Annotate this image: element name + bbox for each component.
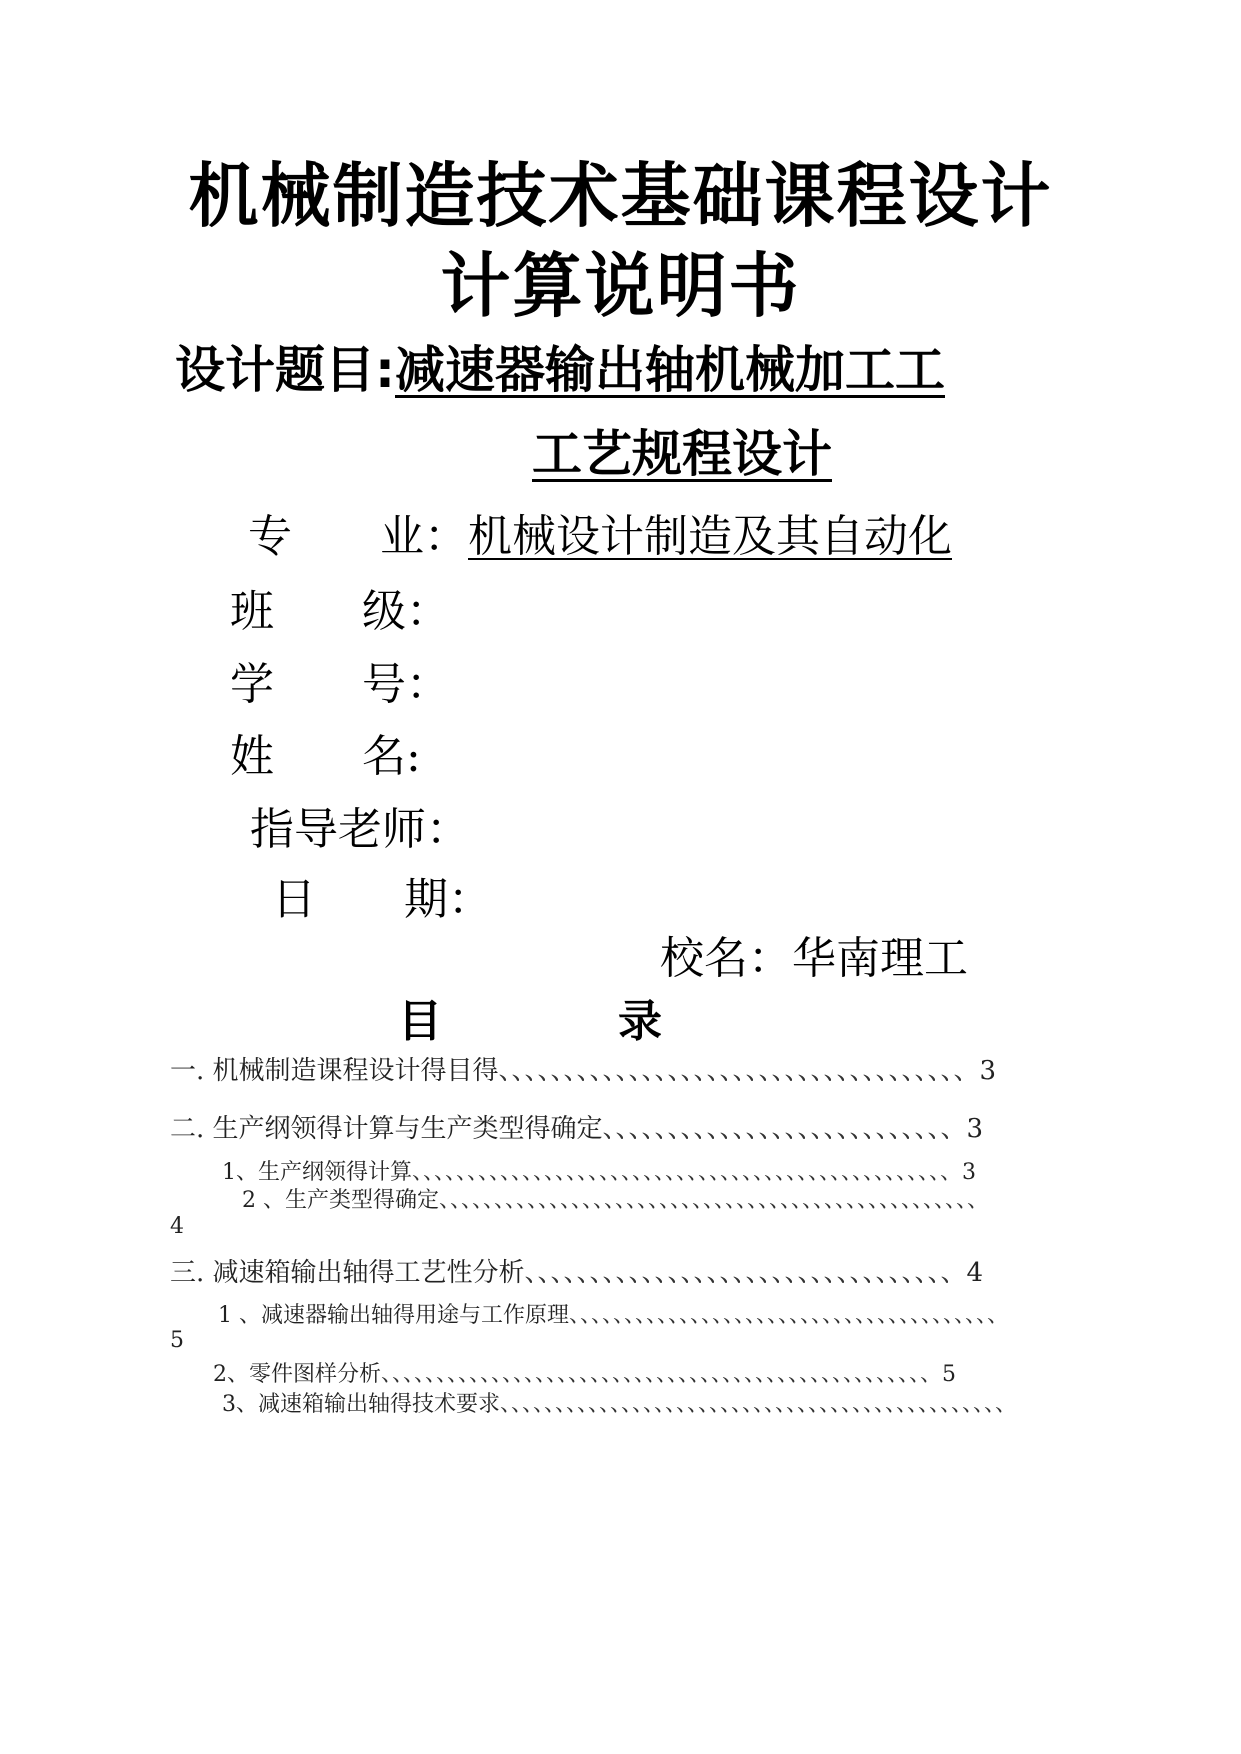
design-subject-value-line-2 xyxy=(532,414,832,486)
toc-item-page: 3 xyxy=(979,1056,997,1086)
toc-item-text: 3、减速箱输出轴得技术要求 xyxy=(222,1392,500,1417)
toc-item-text: 1 、减速器输出轴得用途与工作原理 xyxy=(218,1303,569,1328)
toc-item-page: 5 xyxy=(942,1362,957,1387)
major-value: 机械设计制造及其自动化 xyxy=(468,511,952,562)
toc-item-text: 1、生产纲领得计算 xyxy=(222,1160,412,1185)
toc-item-leader: 、、、、、、、、、、、、、、、、、、、、、、、、、、、、、、、、、、、、、、、、、、、、、、、、、、 xyxy=(381,1362,943,1387)
toc-item-text: 三. 减速箱输出轴得工艺性分析 xyxy=(170,1258,525,1288)
toc-item-page: 3 xyxy=(962,1160,977,1185)
toc-item-leader: 、、、、、、、、、、、、、、、、、、、、、、、、、、、 xyxy=(602,1114,967,1144)
toc-item-page: 5 xyxy=(170,1328,184,1353)
toc-item-text: 一. 机械制造课程设计得目得 xyxy=(170,1056,499,1086)
toc-item-leader: 、、、、、、、、、、、、、、、、、、、、、、、、、、、、、、、、、、、、、、、、、、、、、、、、、 xyxy=(412,1160,963,1185)
toc-item[interactable] xyxy=(213,1357,956,1388)
toc-item[interactable] xyxy=(222,1387,1017,1418)
advisor-label: 指导老师： xyxy=(250,804,470,855)
date-label: 日 期： xyxy=(272,874,492,925)
design-subject xyxy=(175,330,945,402)
toc-item-page: 4 xyxy=(170,1214,184,1239)
toc-item[interactable] xyxy=(170,1108,983,1145)
toc-item-text: 2 、生产类型得确定 xyxy=(242,1188,439,1213)
major-field xyxy=(248,500,952,564)
toc-item-page: 4 xyxy=(966,1258,984,1288)
toc-title-left: 目 xyxy=(398,996,442,1047)
toc-item-leader: 、、、、、、、、、、、、、、、、、、、、、、、、、、、、、、、、、 xyxy=(524,1258,967,1288)
toc-item-leader: 、、、、、、、、、、、、、、、、、、、、、、、、、、、、、、、、、、、、、、、、、、、、、、、、、 xyxy=(439,1188,990,1213)
toc-item-text: 2、零件图样分析 xyxy=(213,1362,381,1387)
document-title-line-2: 计算说明书 xyxy=(440,245,801,327)
major-label: 专 业： xyxy=(248,511,468,562)
toc-item[interactable] xyxy=(170,1252,983,1289)
class-label: 班 级： xyxy=(230,586,450,637)
toc-item-page: 3 xyxy=(966,1114,984,1144)
toc-item[interactable] xyxy=(218,1298,1009,1329)
toc-title-right: 录 xyxy=(618,996,662,1047)
toc-item-leader: 、、、、、、、、、、、、、、、、、、、、、、、、、、、、、、、、、、、、、、、、、、、、、、 xyxy=(500,1392,1018,1417)
toc-item[interactable] xyxy=(222,1155,976,1186)
name-label: 姓 名: xyxy=(230,731,421,782)
toc-item[interactable] xyxy=(242,1183,989,1214)
student-id-label: 学 号： xyxy=(230,659,450,710)
toc-item[interactable] xyxy=(170,1050,996,1087)
document-title-line-1: 机械制造技术基础课程设计 xyxy=(188,155,1053,237)
toc-item-leader: 、、、、、、、、、、、、、、、、、、、、、、、、、、、、、、、、、、、、 xyxy=(498,1056,980,1086)
design-subject-value-line-2-text: 工艺规程设计 xyxy=(532,425,832,483)
toc-item-leader: 、、、、、、、、、、、、、、、、、、、、、、、、、、、、、、、、、、、、、、、 xyxy=(569,1303,1010,1328)
school-name: 校名：华南理工 xyxy=(660,933,968,984)
design-subject-value-line-1: 减速器输出轴机械加工工 xyxy=(395,341,945,399)
toc-item-text: 二. 生产纲领得计算与生产类型得确定 xyxy=(170,1114,603,1144)
design-subject-label: 设计题目: xyxy=(175,341,395,399)
